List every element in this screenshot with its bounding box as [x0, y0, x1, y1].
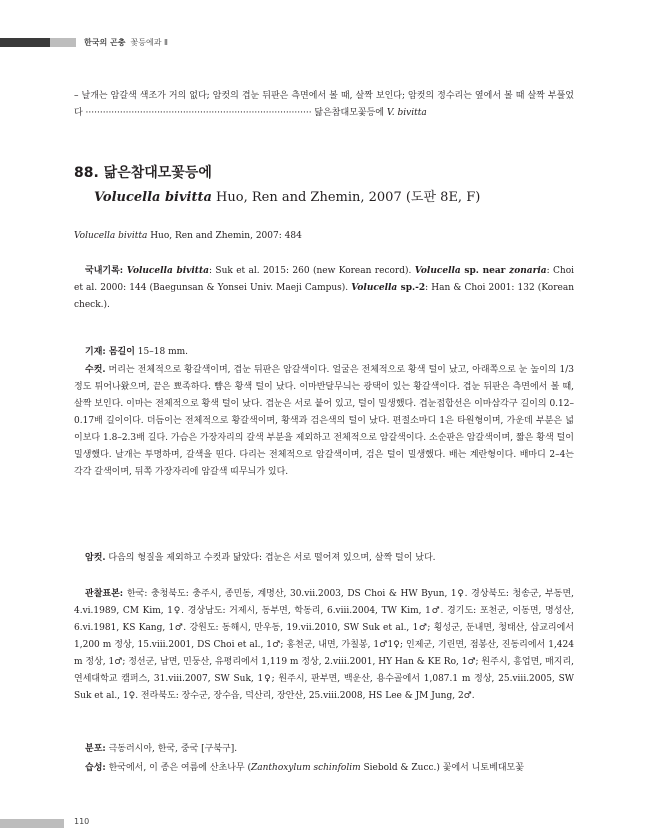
male-text: 머리는 전체적으로 황갈색이며, 겹눈 뒤판은 암갈색이다. 얼굴은 전체적으로 황색 털이 났고, 아래쪽으로 눈 높이의 1/3 정도 튀어나왔으며, 끝은 뾰족하다. 뺨은 황색 털이 났다. 이마반달무늬는 광택이 있는 황갈색이다. 겹눈 뒤판은 측면에서 볼 때, 살짝 보인다. 이마는 전체적으로 황색 털이 났다. 겹눈은 서로 붙어 있고, 털이 밀생했다. 겹눈접합선은 이마삼각구 길이의 0.12–0.17배 길이이다. 더듬이는 전체적으로 황갈색이며, 황색과 검은색의 털이 났다. 편절소마디 1은 타원형이며, 가운데 부분은 넓이보다 1.8–2.3배 길다. 가슴은 가장자리의 갈색 부분을 제외하고 전체적으로 암갈색이다. 소순판은 암갈색이며, 짧은 황색 털이 밀생했다. 날개는 투명하며, 갈색을 띤다. 다리는 전체적으로 암갈색이며, 검은 털이 밀생했다. 배는 계란형이다. 배마디 2–4는 각각 갈색이며, 뒤쪽 가장자리에 암갈색 띠무늬가 있다.: [74, 365, 574, 477]
page-number: 110: [74, 817, 90, 826]
original-citation: [74, 228, 574, 245]
subtitle-authority: Huo, Ren and Zhemin, 2007 (도판 8E, F): [211, 190, 481, 205]
habits-text-1: 한국에서, 이 종은 여름에 산초나무 (: [105, 763, 251, 773]
records-name-3: zonaria: [509, 266, 547, 276]
records-name-1: Volucella bivitta: [126, 266, 209, 276]
male-label: 수컷.: [85, 365, 106, 375]
records-text-1: : Suk et al. 2015: 260 (new Korean record).: [208, 266, 415, 276]
species-subtitle: [94, 186, 480, 205]
records-text-3: : Han & Choi 2001: 132 (Korean check.).: [74, 283, 575, 310]
running-header: [84, 37, 168, 48]
records-text-2: : Choi et al. 2000: 144 (Baegunsan & Yonsei Univ. Maeji Campus).: [74, 266, 574, 293]
material-text: 한국: 충청북도: 충주시, 종민동, 계명산, 30.vii.2003, DS Choi & HW Byun, 1♀. 경상북도: 청송군, 부동면, 4.vi.1989, CM Kim, 1♀. 경상남도: 거제시, 동부면, 학동리, 6.viii.2004, TW Kim, 1♂. 경기도: 포천군, 이동면, 명성산, 6.vi.1981, KS Kang, 1♂. 강원도: 동해시, 만우동, 19.vii.2010, SW Suk et al., 1♂; 횡성군, 둔내면, 청태산, 삽교리에서 1,200 m 정상, 15.viii.2001, DS Choi et al., 1♂; 홍천군, 내면, 가칠봉, 1♂1♀; 인제군, 기린면, 점봉산, 진동리에서 1,424 m 정상, 1♂; 정선군, 남면, 민둥산, 유평리에서 1,119 m 정상, 2.viii.2001, HY Han & KE Ro, 1♂; 원주시, 흥업면, 매지리, 연세대학교 캠퍼스, 31.viii.2007, SW Suk, 1♀; 원주시, 판부면, 백운산, 용수골에서 1,087.1 m 정상, 25.viii.2005, SW Suk et al., 1♀. 전라북도: 장수군, 장수읍, 덕산리, 장안산, 25.viii.2008, HS Lee & JM Jung, 2♂.: [74, 589, 575, 701]
records-label: 국내기록:: [85, 266, 127, 276]
records-name-2: Volucella: [414, 266, 461, 276]
female-description: [74, 550, 574, 567]
key-note-species: V. bivitta: [386, 108, 427, 118]
book-subtitle: 꽃등에과 Ⅱ: [130, 38, 168, 47]
key-note: [74, 88, 574, 122]
material-examined: [74, 586, 574, 705]
size-line: [74, 344, 574, 361]
records-sp-2: sp.-2: [397, 283, 426, 293]
habits-label: 습성:: [85, 763, 106, 773]
size-value: 15–18 mm.: [134, 347, 188, 357]
female-text: 다음의 형질을 제외하고 수컷과 닮았다: 겹눈은 서로 떨어져 있으며, 살짝 털이 났다.: [105, 553, 436, 563]
distribution-text: 극동러시아, 한국, 중국 [구북구].: [105, 744, 238, 754]
subtitle-sci-name: Volucella bivitta: [94, 190, 212, 205]
size-label: 기재: 몸길이: [85, 347, 135, 357]
distribution-label: 분포:: [85, 744, 106, 754]
citation-sci-name: Volucella bivitta: [74, 231, 148, 241]
female-label: 암컷.: [85, 553, 106, 563]
header-bar-dark: [0, 38, 50, 47]
habits: [74, 760, 574, 777]
footer-bar: [0, 819, 64, 828]
dash: –: [74, 91, 82, 101]
records-sp-near: sp. near: [460, 266, 510, 276]
header-bar-light: [50, 38, 76, 47]
male-description: [74, 362, 574, 481]
material-label: 관찰표본:: [85, 589, 127, 599]
citation-rest: Huo, Ren and Zhemin, 2007: 484: [147, 231, 302, 241]
korean-records: [74, 263, 574, 314]
distribution: [74, 741, 574, 758]
habits-plant-name: Zanthoxylum schinfolim: [250, 763, 361, 773]
habits-text-2: Siebold & Zucc.) 꽃에서 니토베대모꽃: [360, 763, 524, 773]
book-title: 한국의 곤충: [84, 38, 126, 47]
key-note-text: 날개는 암갈색 색조가 거의 없다; 암컷의 겹눈 뒤판은 측면에서 볼 때, 살짝 보인다; 암컷의 정수리는 옆에서 볼 때 살짝 부풀었다 ··············································································· 닮은참대모꽃등에: [74, 91, 574, 118]
species-title: 88. 닮은참대모꽃등에: [74, 165, 212, 181]
records-name-4: Volucella: [351, 283, 398, 293]
